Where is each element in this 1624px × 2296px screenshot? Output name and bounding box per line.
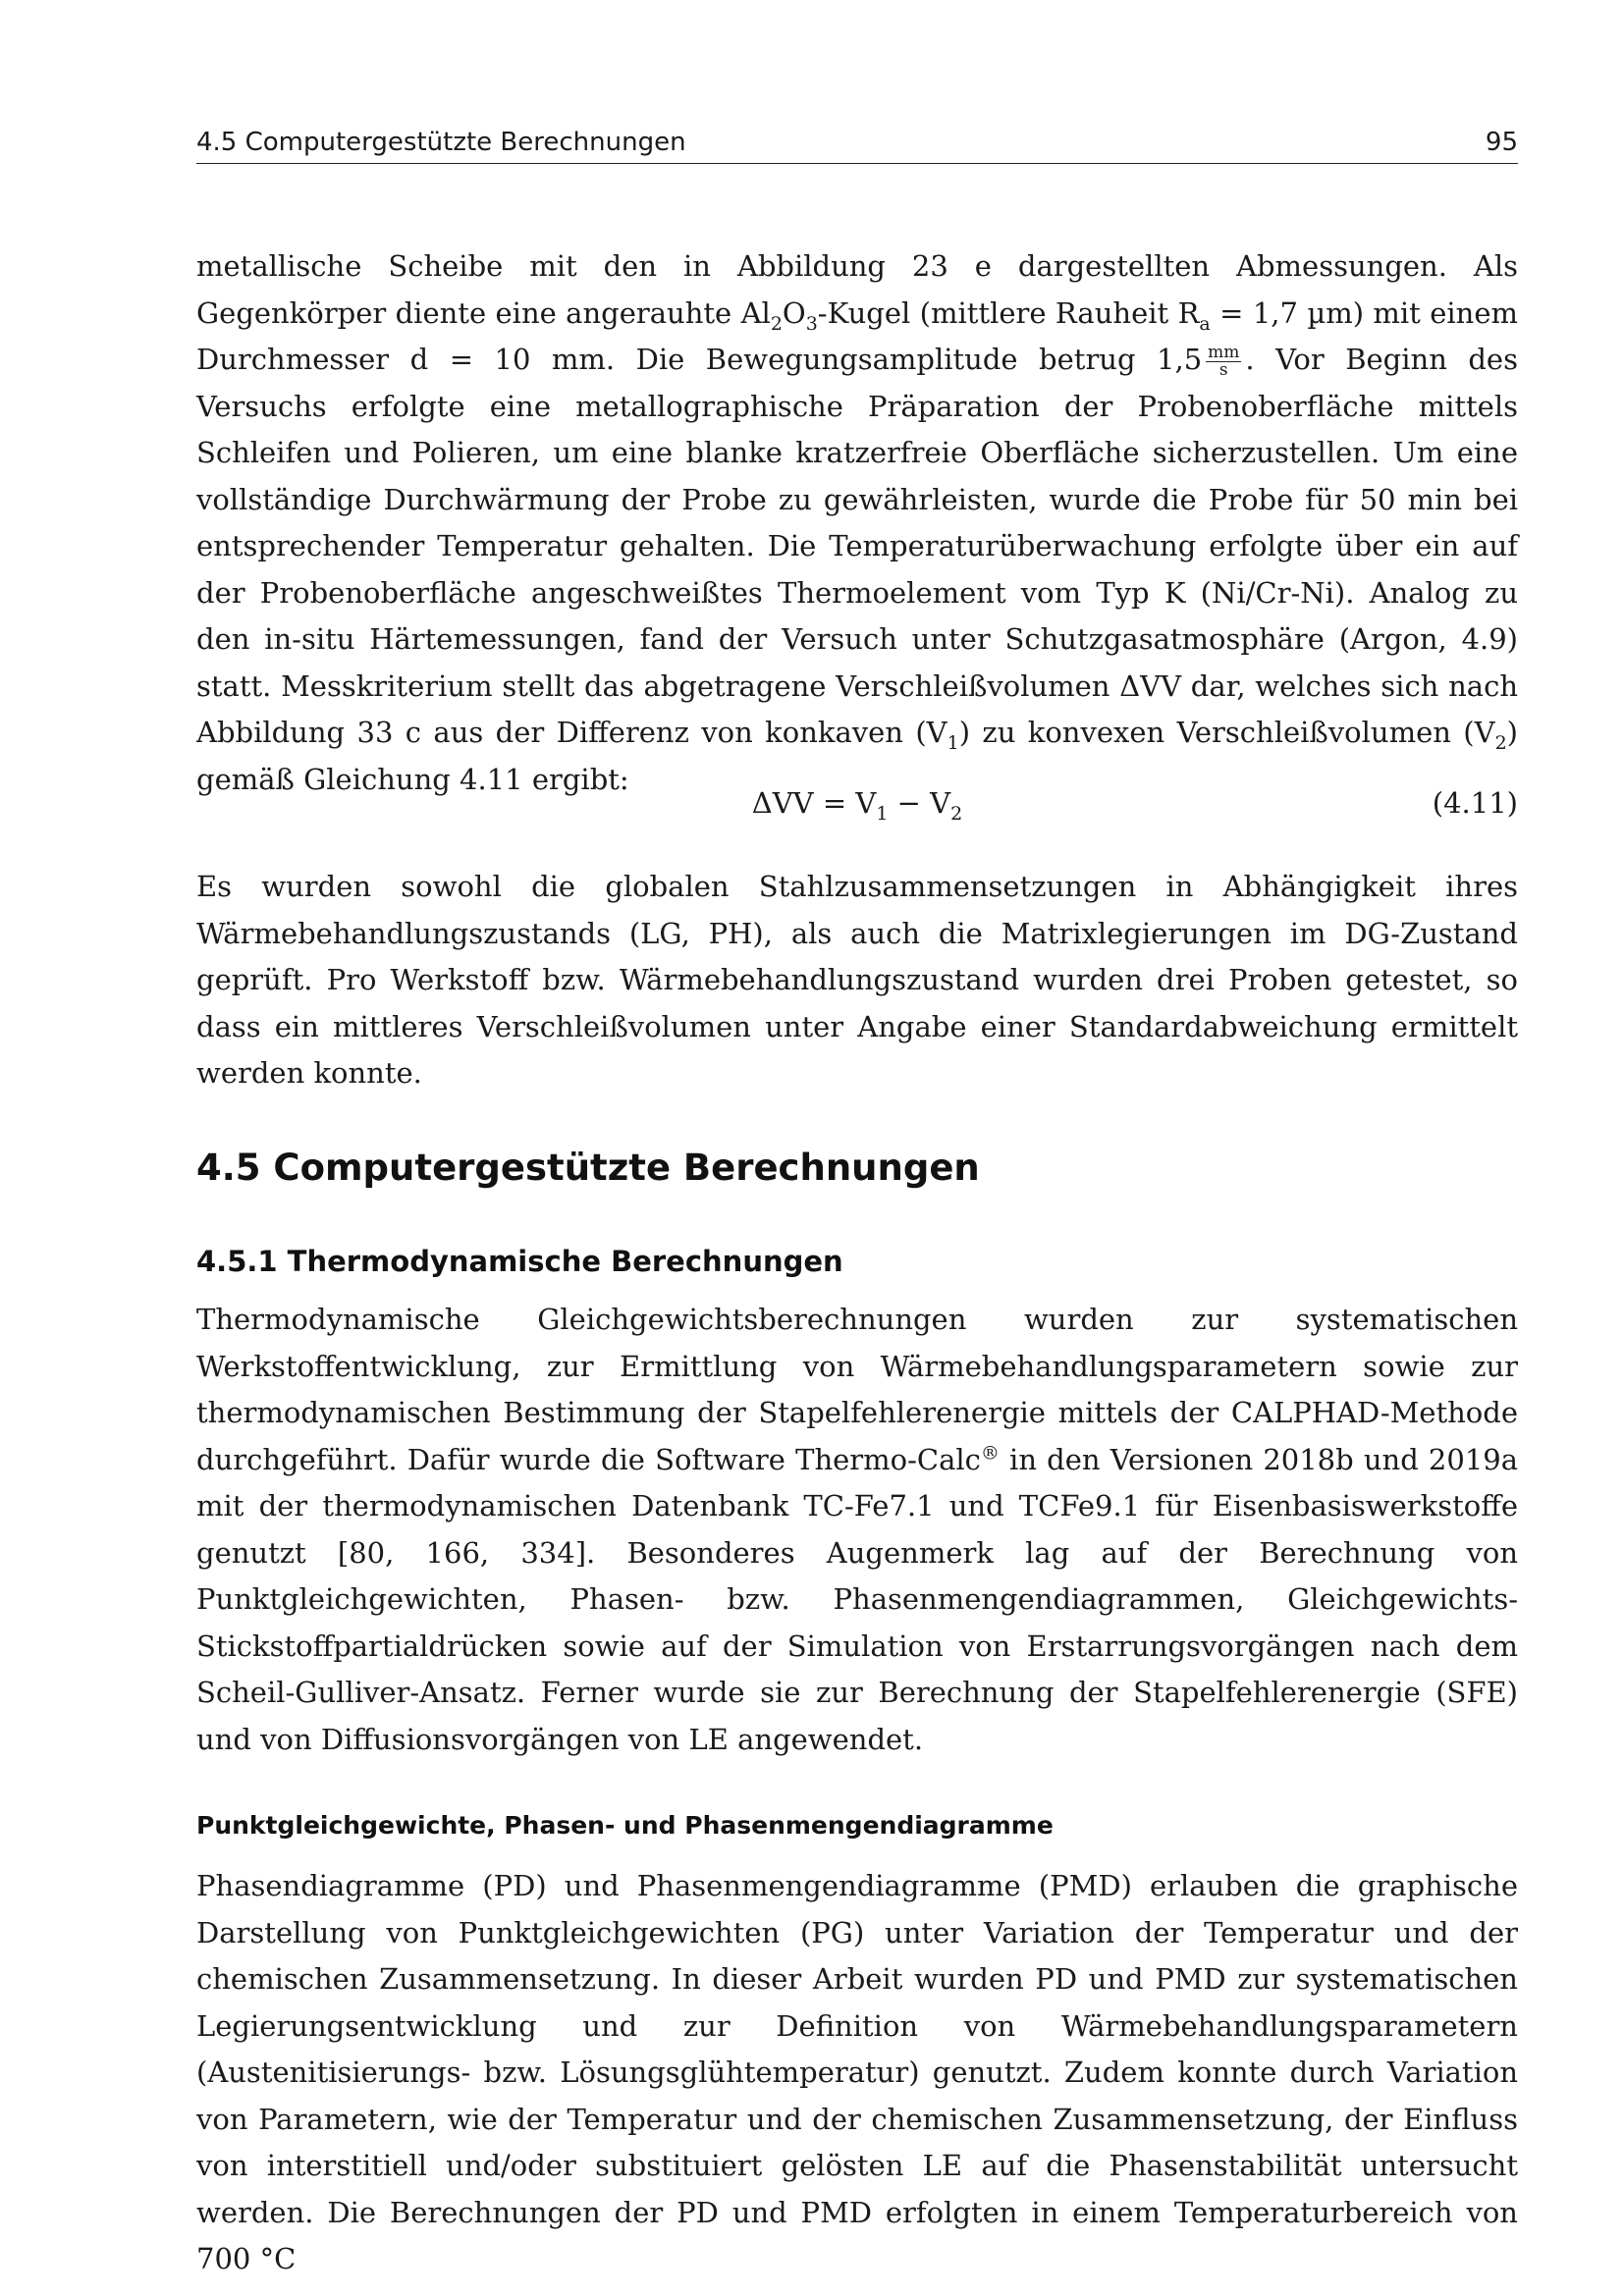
- subsection-title: 4.5.1 Thermodynamische Berechnungen: [196, 1245, 843, 1278]
- running-title: 4.5 Computergestützte Berechnungen: [196, 128, 686, 157]
- paragraph-thermodynamics: [196, 1297, 1518, 1763]
- paragraph-phase-diagrams: [196, 1863, 1518, 2283]
- paragraph-wear-test-text: metallische Scheibe mit den in Abbildung 23 e dargestellten Abmessungen. Als Gegenkörper diente eine angerauhte $Al_2O_3$-Kugel (mittlere Rauheit $R_a = 1,7$ µm) mit einem Durchmesser d = 10 mm. Die Bewegungsamplitude betrug 1,5 $\frac{mm}{s}$ . Vor Beginn des Versuchs erfolgte eine metallographische Präparation der Probenoberfläche mittels Schleifen und Polieren, um eine blanke kratzerfreie Oberfläche sicherzustellen. Um eine vollständige Durchwärmung der Probe zu gewährleisten, wurde die Probe für 50 min bei entsprechender Temperatur gehalten. Die Temperaturüberwachung erfolgte über ein auf der Probenoberfläche angeschweißtes Thermoelement vom Typ K (Ni/Cr-Ni). Analog zu den in-situ Härtemessungen, fand der Versuch unter Schutzgasatmosphäre (Argon, 4.9) statt. Messkriterium stellt das abgetragene Verschleißvolumen ΔVV dar, welches sich nach Abbildung 33 c aus der Differenz von konkaven $(V_1)$ zu konvexen Verschleißvolumen $(V_2)$ gemäß Gleichung 4.11 ergibt:: [196, 249, 1518, 796]
- paragraph-heading: Punktgleichgewichte, Phasen- und Phasenmengendiagramme: [196, 1811, 1054, 1840]
- running-header: [196, 128, 1518, 164]
- fraction-mm-per-s: $\frac{mm}{s}$: [1208, 342, 1240, 380]
- paragraph-wear-test: [196, 243, 1518, 803]
- section-title: 4.5 Computergestützte Berechnungen: [196, 1147, 980, 1189]
- paragraph-test-scope: [196, 864, 1518, 1097]
- paragraph-thermodynamics-text: Thermodynamische Gleichgewichtsberechnungen wurden zur systematischen Werkstoffentwicklung, zur Ermittlung von Wärmebehandlungsparametern sowie zur thermodynamischen Bestimmung der Stapelfehlerenergie mittels der CALPHAD-Methode durchgeführt. Dafür wurde die Software Thermo-Calc® in den Versionen 2018b und 2019a mit der thermodynamischen Datenbank TC-Fe7.1 und TCFe9.1 für Eisenbasiswerkstoffe genutzt [80, 166, 334]. Besonderes Augenmerk lag auf der Berechnung von Punktgleichgewichten, Phasen- bzw. Phasenmengendiagrammen, Gleichgewichts-Stickstoffpartialdrücken sowie auf der Simulation von Erstarrungsvorgängen nach dem Scheil-Gulliver-Ansatz. Ferner wurde sie zur Berechnung der Stapelfehlerenergie (SFE) und von Diffusionsvorgängen von LE angewendet.: [196, 1303, 1519, 1756]
- page-number: 95: [1485, 128, 1518, 157]
- paragraph-test-scope-text: Es wurden sowohl die globalen Stahlzusammensetzungen in Abhängigkeit ihres Wärmebehandlungszustands (LG, PH), als auch die Matrixlegierungen im DG-Zustand geprüft. Pro Werkstoff bzw. Wärmebehandlungszustand wurden drei Proben getestet, so dass ein mittleres Verschleißvolumen unter Angabe einer Standardabweichung ermittelt werden konnte.: [196, 870, 1518, 1090]
- paragraph-phase-diagrams-text: Phasendiagramme (PD) und Phasenmengendiagramme (PMD) erlauben die graphische Darstellung von Punktgleichgewichten (PG) unter Variation der Temperatur und der chemischen Zusammensetzung. In dieser Arbeit wurden PD und PMD zur systematischen Legierungsentwicklung und zur Definition von Wärmebehandlungsparametern (Austenitisierungs- bzw. Lösungsglühtemperatur) genutzt. Zudem konnte durch Variation von Parametern, wie der Temperatur und der chemischen Zusammensetzung, der Einfluss von interstitiell und/oder substituiert gelösten LE auf die Phasenstabilität untersucht werden. Die Berechnungen der PD und PMD erfolgten in einem Temperaturbereich von 700 °C: [196, 1869, 1518, 2275]
- equation-number: (4.11): [1432, 786, 1518, 820]
- equation-body: $\Delta VV = V_1 - V_2$: [751, 786, 963, 825]
- equation-4-11: [196, 778, 1518, 828]
